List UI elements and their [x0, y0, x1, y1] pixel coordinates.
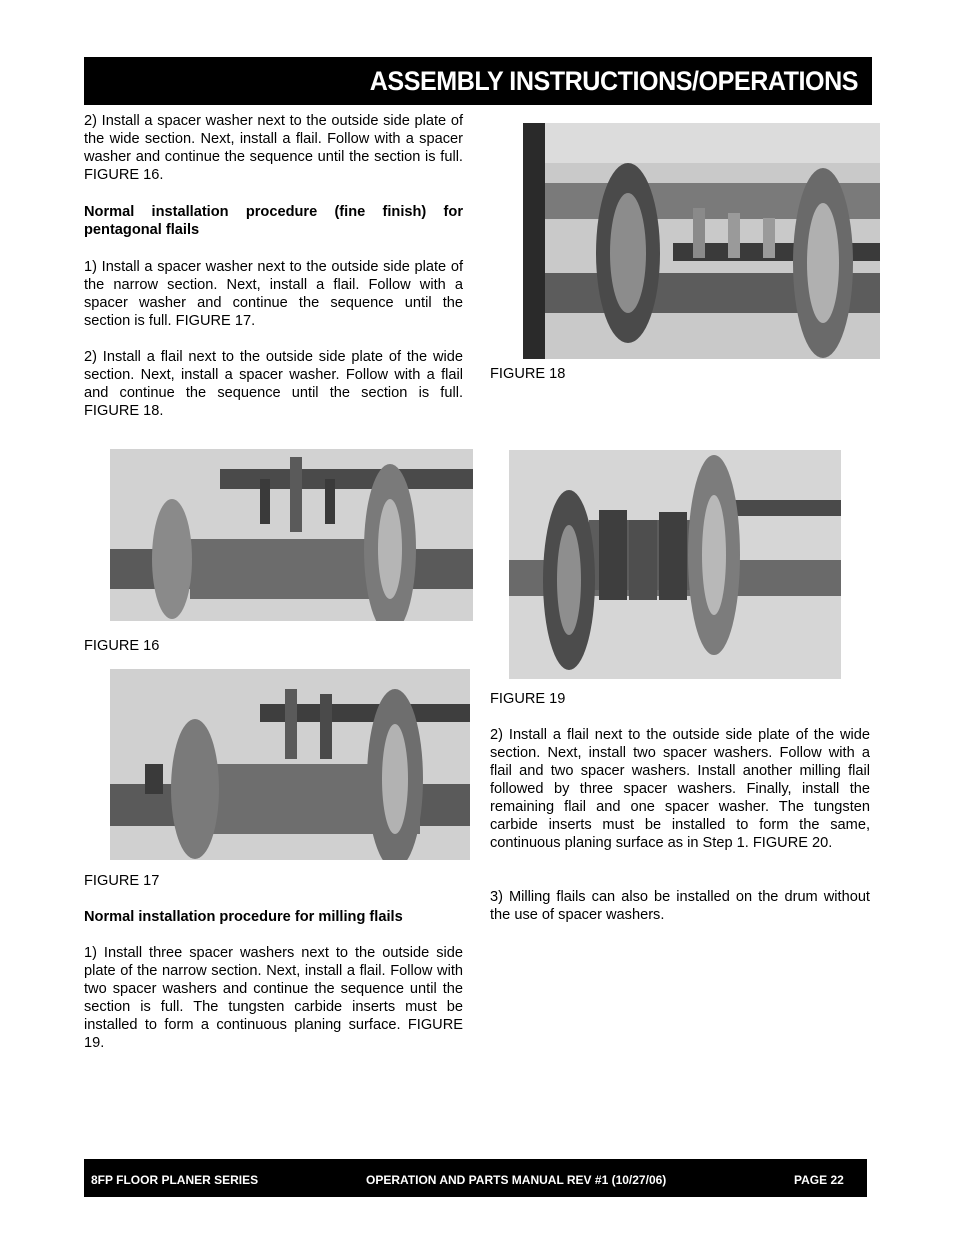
page-header	[84, 57, 872, 105]
page-footer	[84, 1159, 867, 1197]
page-title: ASSEMBLY INSTRUCTIONS/OPERATIONS	[369, 65, 858, 96]
paragraph-milling-step2: 2) Install a flail next to the outside side plate of the wide section. Next, install two spacer washers. Follow with a flail and two spacer washers. Install another milling flail followed by three spacer washers. Finally, install the remaining flail and one spacer washer. The tungsten carbide inserts must be installed to form the same, continuous planing surface as in Step 1. FIGURE 20.	[490, 727, 870, 851]
figure-16-photo	[110, 449, 473, 621]
paragraph-step2-wide: 2) Install a spacer washer next to the outside side plate of the wide section. Next, install a flail. Follow with a spacer washer and continue the sequence until the section is full. FIGURE 16.	[84, 113, 463, 183]
figure-17-caption: FIGURE 17	[84, 873, 160, 889]
paragraph-milling-step3: 3) Milling flails can also be installed on the drum without the use of spacer washers.	[490, 889, 870, 923]
figure-16-caption: FIGURE 16	[84, 638, 160, 654]
heading-fine-finish: Normal installation procedure (fine finish) for pentagonal flails	[84, 204, 463, 238]
figure-19-caption: FIGURE 19	[490, 691, 566, 707]
figure-18-caption: FIGURE 18	[490, 366, 566, 382]
figure-17-photo	[110, 669, 470, 860]
paragraph-step1-narrow: 1) Install a spacer washer next to the outside side plate of the narrow section. Next, install a flail. Follow with a spacer washer and continue the sequence until the section is full. FIGURE 17.	[84, 259, 463, 329]
figure-19-photo	[509, 450, 841, 679]
paragraph-step2-flail: 2) Install a flail next to the outside side plate of the wide section. Next, install a spacer washer. Follow with a flail and continue the sequence until the section is full. FIGURE 18.	[84, 349, 463, 419]
paragraph-milling-step1: 1) Install three spacer washers next to the outside side plate of the narrow section. Next, install a flail. Follow with two spacer washers and continue the sequence until the section is full. The tungsten carbide inserts must be installed to form a continuous planing surface. FIGURE 19.	[84, 945, 463, 1051]
footer-manual-rev: OPERATION AND PARTS MANUAL REV #1 (10/27/06)	[366, 1173, 667, 1187]
heading-milling-flails: Normal installation procedure for milling flails	[84, 909, 403, 925]
footer-page-number: PAGE 22	[794, 1173, 844, 1187]
footer-series: 8FP FLOOR PLANER SERIES	[91, 1173, 259, 1187]
figure-18-photo	[523, 123, 880, 359]
